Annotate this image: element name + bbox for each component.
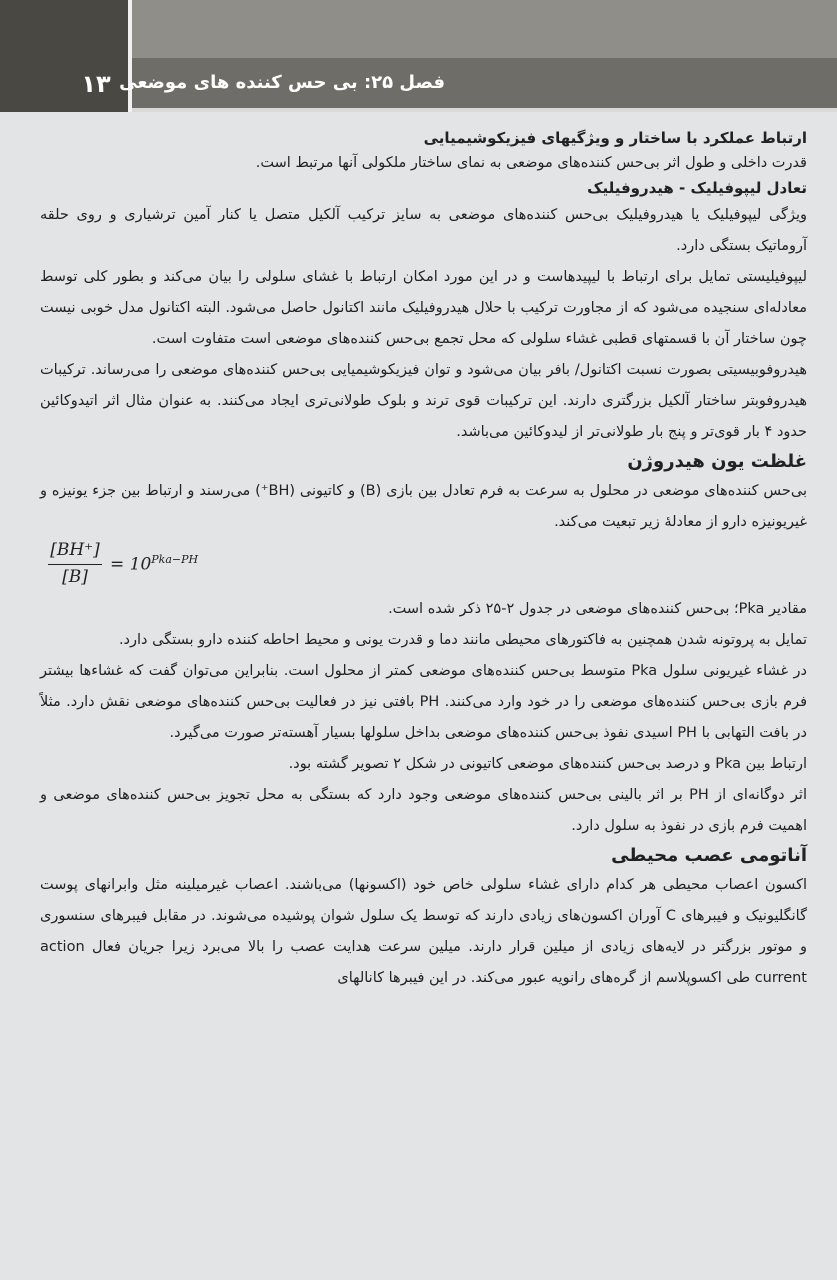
equation-exponent: Pka−PH — [151, 553, 199, 566]
equation — [40, 538, 807, 594]
paragraph: لیپوفیلیستی تمایل برای ارتباط با لیپیدهاست و در این مورد امکان ارتباط با غشای سلولی را بیان می‌کند و بطور کلی توسط معادله‌ای سنجیده می‌شود که از مجاورت ترکیب با حلال هیدروفیلیک مانند اکتانول حاصل می‌شود. البته اکتانول مدل خوبی نیست چون ساختار آن با قسمتهای قطبی غشاء سلولی که محل تجمع بی‌حس کننده‌های موضعی است متفاوت است. — [40, 269, 807, 347]
paragraph: اثر دوگانه‌ای از PH بر اثر بالینی بی‌حس کننده‌های موضعی وجود دارد که بستگی به محل تجویز بی‌حس کننده‌های موضعی و اهمیت فرم بازی در نفوذ به سلول دارد. — [40, 787, 807, 834]
section-heading-lipophilic: تعادل لیپوفیلیک - هیدروفیلیک — [587, 179, 807, 197]
paragraph: هیدروفوبیسیتی بصورت نسبت اکتانول/ بافر بیان می‌شود و توان فیزیکوشیمیایی بی‌حس کننده‌های موضعی را می‌رساند. ترکیبات هیدروفوبتر ساختار آلکیل بزرگتری دارند. این ترکیبات قوی ترند و بلوک طولانی‌تری ایجاد می‌کنند. به عنوان مثال اثر اتیدوکائین حدود ۴ بار قوی‌تر و پنج بار طولانی‌تر از لیدوکائین می‌باشد. — [40, 362, 807, 440]
section-heading-hydrogen-ion: غلظت یون هیدروژن — [627, 451, 807, 472]
equation-rhs — [110, 553, 198, 575]
paragraph: در غشاء غیریونی سلول Pka متوسط بی‌حس کننده‌های موضعی کمتر از محلول است. بنابراین می‌توان گفت که غشاءها بیشتر فرم بازی بی‌حس کننده‌های موضعی را در خود وارد می‌کنند. PH بافتی نیز در فعالیت بی‌حس کننده‌های موضعی نقش دارد. مثلاً در بافت التهابی با PH اسیدی نفوذ بی‌حس کننده‌های موضعی بداخل سلولها بسیار آهسته‌تر صورت می‌گیرد. — [40, 663, 807, 741]
page-body — [40, 126, 807, 994]
paragraph: ارتباط بین Pka و درصد بی‌حس کننده‌های موضعی کاتیونی در شکل ۲ تصویر گشته بود. — [288, 756, 807, 772]
equation-fraction — [48, 540, 102, 591]
header-divider — [128, 0, 132, 112]
paragraph: تمایل به پروتونه شدن همچنین به فاکتورهای محیطی مانند دما و قدرت یونی و محیط احاطه کننده دارو بستگی دارد. — [118, 632, 807, 648]
paragraph: اکسون اعصاب محیطی هر کدام دارای غشاء سلولی خاص خود (اکسونها) می‌باشند. اعصاب غیرمیلینه مثل وابرانهای پوست گانگلیونیک و فیبرهای C آوران اکسون‌های زیادی دارند که توسط یک سلول شوان پوشیده می‌شوند. در مقابل فیبرهای سنسوری و موتور بزرگتر در لایه‌های زیادی از میلین قرار دارند. میلین سرعت هدایت عصب را بالا می‌برد زیرا جریان فعال action current طی اکسوپلاسم از گره‌های رانویه عبور می‌کند. در این فیبرها کانالهای — [40, 877, 807, 986]
equation-denominator: [B] — [62, 567, 88, 587]
page-number: ۱۳ — [81, 70, 111, 98]
equation-base: = 10 — [110, 554, 152, 575]
equation-numerator: [BH⁺] — [50, 540, 100, 560]
paragraph: بی‌حس کننده‌های موضعی در محلول به سرعت به فرم تعادل بین بازی (B) و کاتیونی (BH⁺) می‌رسند و ارتباط بین جزء یونیزه و غیریونیزه دارو از معادلهٔ زیر تبعیت می‌کند. — [40, 483, 808, 530]
paragraph: مقادیر Pka؛ بی‌حس کننده‌های موضعی در جدول ۲-۲۵ ذکر شده است. — [388, 601, 807, 617]
page-header — [0, 0, 837, 112]
paragraph: قدرت داخلی و طول اثر بی‌حس کننده‌های موضعی به نمای ساختار ملکولی آنها مرتبط است. — [255, 155, 807, 171]
section-heading-structure: ارتباط عملکرد با ساختار و ویژگیهای فیزیکوشیمیایی — [423, 129, 807, 147]
section-heading-anatomy: آناتومی عصب محیطی — [611, 845, 807, 866]
fraction-bar — [48, 564, 102, 565]
chapter-title: فصل ۲۵: بی حس کننده های موضعی — [119, 72, 445, 93]
paragraph: ویژگی لیپوفیلیک یا هیدروفیلیک بی‌حس کننده‌های موضعی به سایز ترکیب آلکیل متصل یا کنار آمین ترشیاری و روی حلقه آروماتیک بستگی دارد. — [40, 207, 807, 254]
